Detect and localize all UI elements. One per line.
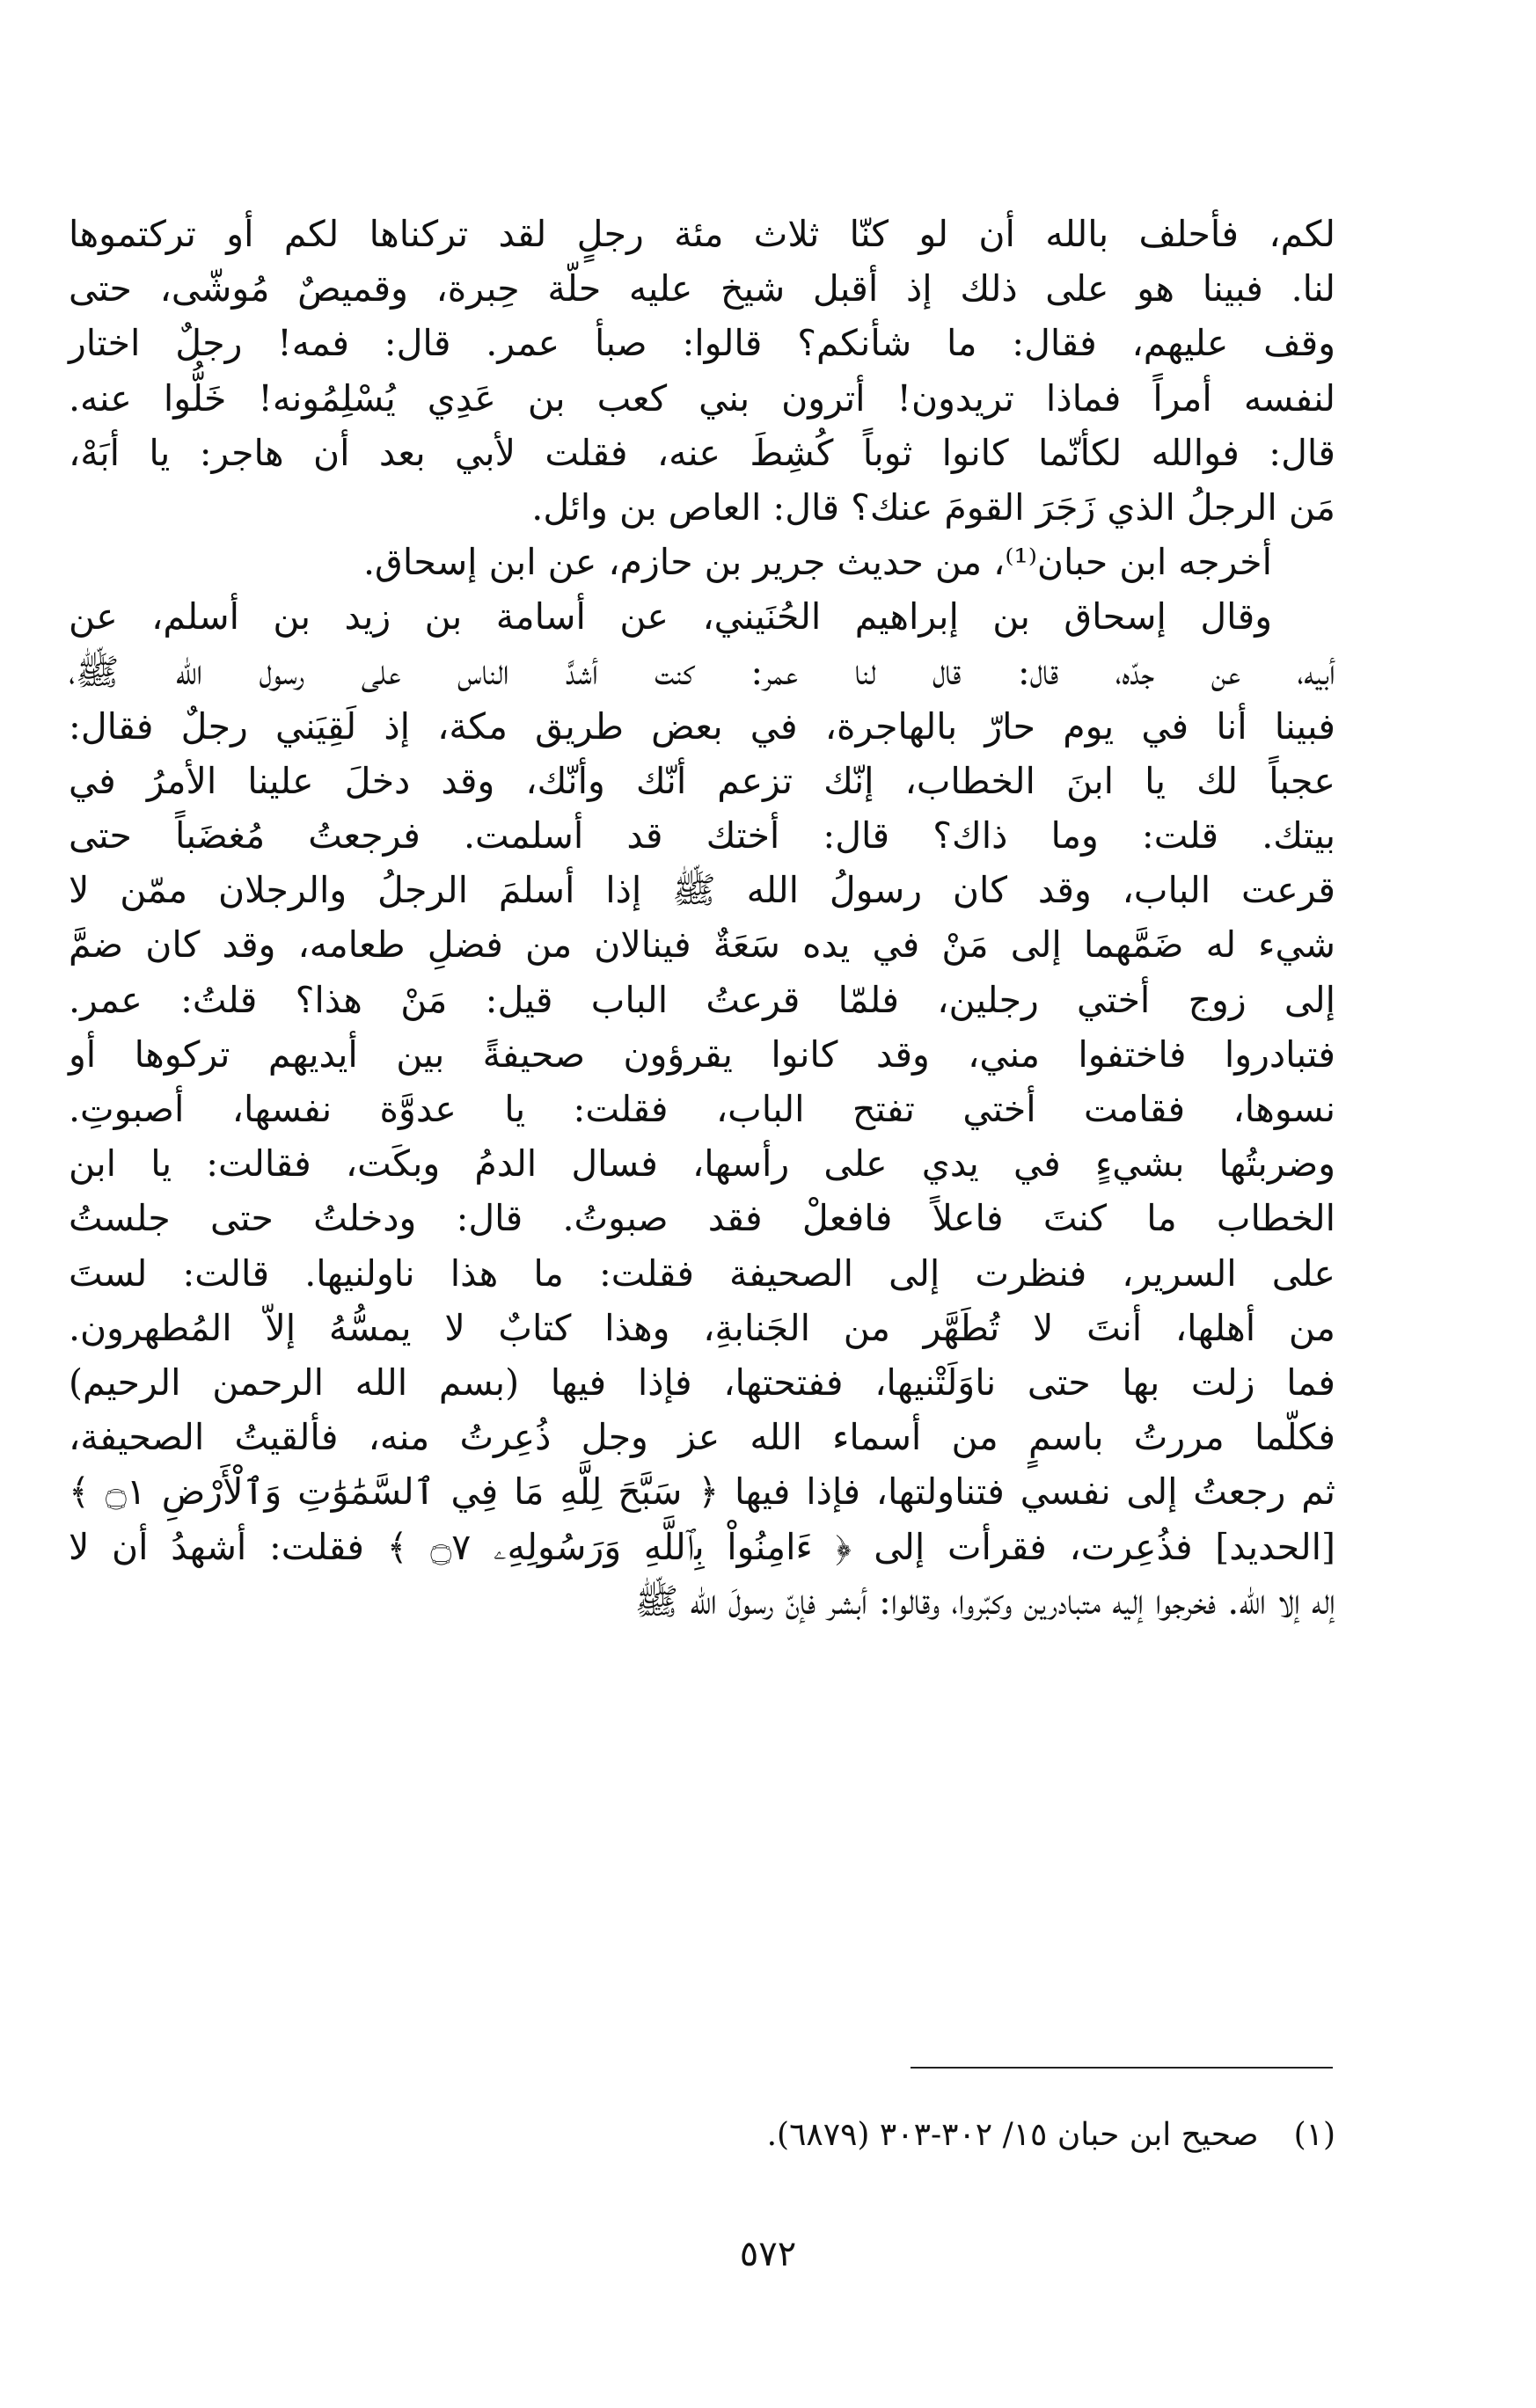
text-line: عجباً لك يا ابنَ الخطاب، إنّك تزعم أنّك وأنّك، وقد دخلَ علينا الأمرُ في bbox=[69, 759, 1335, 802]
text-line: قال: فوالله لكأنّما كانوا ثوباً كُشِطَ عنه، فقلت لأبي بعد أن هاجر: يا أبَهْ، bbox=[69, 431, 1335, 474]
text-line: أبيه، عن جدّه، قال: قال لنا عمر: كنت أشدَّ الناس على رسول الله ﷺ، bbox=[69, 650, 1335, 693]
main-text bbox=[69, 207, 1335, 1629]
footnote-number: (١) bbox=[1293, 2117, 1335, 2153]
footnote-separator bbox=[911, 2067, 1333, 2069]
text-line: ثم رجعتُ إلى نفسي فتناولتها، فإذا فيها ﴿ سَبَّحَ لِلَّهِ مَا فِي ٱلسَّمَٰوَٰتِ وَٱلْأَرْضِ ۝١ ﴾ bbox=[69, 1470, 1335, 1514]
text-line: قرعت الباب، وقد كان رسولُ الله ﷺ إذا أسلمَ الرجلُ والرجلان ممّن لا bbox=[69, 869, 1335, 912]
footnote-text: صحيح ابن حبان ١٥/ ٣٠٢-٣٠٣ (٦٨٧٩). bbox=[766, 2117, 1259, 2153]
text-line: شيء له ضَمَّهما إلى مَنْ في يده سَعَةٌ فينالان من فضلِ طعامه، وقد كان ضمَّ bbox=[69, 923, 1335, 967]
text-line: أخرجه ابن حبان⁽¹⁾، من حديث جرير بن حازم، عن ابن إسحاق. bbox=[363, 541, 1272, 584]
text-line: نسوها، فقامت أختي تفتح الباب، فقلت: يا عدوَّة نفسها، أصبوتِ. bbox=[69, 1088, 1335, 1130]
text-line: إله إلا الله. فخرجوا إليه متبادرين وكبّروا، وقالوا: أبشر فإنّ رسولَ الله ﷺ bbox=[634, 1580, 1335, 1623]
text-line: [الحديد] فذُعِرت، فقرأت إلى ﴿ ءَامِنُواْ بِٱللَّهِ وَرَسُولِهِۦ ۝٧ ﴾ فقلت: أشهدُ أن لا bbox=[69, 1525, 1335, 1568]
text-line: فبينا أنا في يوم حارّ بالهاجرة، في بعض طريق مكة، إذ لَقِيَني رجلٌ فقال: bbox=[69, 704, 1335, 748]
text-line: فما زلت بها حتى ناوَلَتْنيها، ففتحتها، فإذا فيها (بسم الله الرحمن الرحيم) bbox=[69, 1361, 1335, 1404]
text-line: إلى زوج أختي رجلين، فلمّا قرعتُ الباب قيل: مَنْ هذا؟ قلتُ: عمر. bbox=[69, 978, 1335, 1021]
text-line: مَن الرجلُ الذي زَجَرَ القومَ عنك؟ قال: العاص بن وائل. bbox=[531, 485, 1335, 529]
page-number: ٥٧٢ bbox=[739, 2234, 797, 2274]
text-line: لنفسه أمراً فماذا تريدون! أترون بني كعب بن عَدِي يُسْلِمُونه! خَلُّوا عنه. bbox=[69, 376, 1335, 420]
text-line: الخطاب ما كنتَ فاعلاً فافعلْ فقد صبوتُ. قال: ودخلتُ حتى جلستُ bbox=[69, 1197, 1335, 1240]
text-line: بيتك. قلت: وما ذاك؟ قال: أختك قد أسلمت. فرجعتُ مُغضَباً حتى bbox=[69, 814, 1335, 857]
text-line: وضربتُها بشيءٍ في يدي على رأسها، فسال الدمُ وبكَت، فقالت: يا ابن bbox=[69, 1142, 1335, 1186]
text-line: لنا. فبينا هو على ذلك إذ أقبل شيخ عليه حلّة حِبرة، وقميصٌ مُوشّى، حتى bbox=[69, 267, 1335, 310]
text-line: فكلّما مررتُ باسمٍ من أسماء الله عز وجل ذُعِرتُ منه، فألقيتُ الصحيفة، bbox=[69, 1416, 1335, 1459]
footnote bbox=[69, 2111, 1335, 2160]
text-line: وقال إسحاق بن إبراهيم الحُنَيني، عن أسامة بن زيد بن أسلم، عن bbox=[69, 595, 1272, 638]
text-line: لكم، فأحلف بالله أن لو كنّا ثلاث مئة رجلٍ لقد تركناها لكم أو تركتموها bbox=[69, 213, 1335, 255]
text-line: على السرير، فنظرت إلى الصحيفة فقلت: ما هذا ناولنيها. قالت: لستَ bbox=[69, 1251, 1335, 1295]
text-line: من أهلها، أنتَ لا تُطَهَّر من الجَنابةِ، وهذا كتابٌ لا يمسُّهُ إلاّ المُطهرون. bbox=[69, 1306, 1335, 1349]
text-line: فتبادروا فاختفوا مني، وقد كانوا يقرؤون صحيفةً بين أيديهم تركوها أو bbox=[69, 1033, 1335, 1076]
text-line: وقف عليهم، فقال: ما شأنكم؟ قالوا: صبأ عمر. قال: فمه! رجلٌ اختار bbox=[69, 322, 1335, 365]
